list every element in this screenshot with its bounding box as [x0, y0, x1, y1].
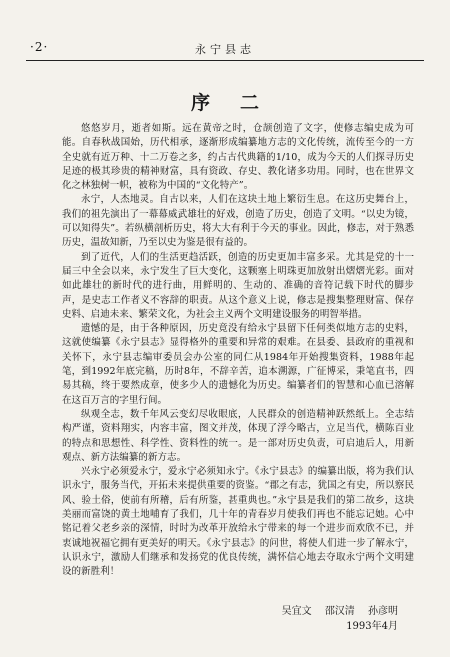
- paragraph: 悠悠岁月，逝者如斯。远在黄帝之时，仓颉创造了文字，使修志编史成为可能。自春秋战国始，历代相承，逐渐形成编纂地方志的文化传统，流传至今的一方全史就有近万种、十二万卷之多，约占古代典籍的1/10，成为今天的人们探寻历史足迹的极其珍贵的精神财富，具有资政、存史、教化诸多功用。同时，也在世界文化之林独树一帜，被称为中国的“文化特产”。: [62, 123, 414, 192]
- running-title: 永宁县志: [195, 43, 255, 56]
- paragraph: 到了近代，人们的生活更趋活跃，创造的历史更加丰富多采。尤其是党的十一届三中全会以来，永宁发生了巨大变化，这颗塞上明珠更加放射出熠熠光彩。面对如此雄壮的新时代的进行曲，用鲜明的、生动的、准确的音符记载下时代的脚步声，是史志工作者义不容辞的职责。从这个意义上说，修志是搜集整理财富、保存史料、启迪未来、繁荣文化，为社会主义两个文明建设服务的明智举措。: [62, 251, 414, 320]
- signature-block: [272, 604, 398, 634]
- paragraph: 永宁，人杰地灵。自古以来，人们在这块土地上繁衍生息。在这历史舞台上，我们的祖先演出了一幕幕威武雄壮的好戏，创造了历史，创造了文明。“以史为镜，可以知得失”。若纵横剖析历史，将大大有利于今天的事业。因此，修志，对于熟悉历史，温故知新，乃至以史为鉴是很有益的。: [62, 194, 414, 249]
- paragraph: 纵观全志，数千年风云变幻尽收眼底，人民群众的创造精神跃然纸上。全志结构严谨，资料翔实，内容丰富，图文并茂，体现了浮今略古，立足当代，横陈百业的特点和思想性、科学性、资料性的统一。是一部对历史负责，可启迪后人，用新观点、新方法编纂的新方志。: [62, 408, 414, 463]
- signatory-names: [272, 604, 398, 619]
- preface-body: [62, 122, 414, 580]
- signature-date: 1993年4月: [346, 621, 398, 632]
- signatory-name: 孙彦明: [368, 606, 398, 617]
- paragraph: 兴永宁必须爱永宁，爱永宁必须知永宁。《永宁县志》的编纂出版，将为我们认识永宁，服务当代，开拓未来提供重要的资鉴。“郡之有志，犹国之有史，所以察民风、验土俗，使前有所稽，后有所鉴，甚重典也。”永宁县是我们的第二故乡，这块美丽而富饶的黄土地哺育了我们，几十年的青春岁月使我们再也不能忘记她。心中铭记着父老乡亲的深情，时时为改革开放给永宁带来的每一个进步而欢欣不已，并衷诚地祝福它拥有更美好的明天。《永宁县志》的问世，将使人们进一步了解永宁，认识永宁，激励人们继承和发扬党的优良传统，满怀信心地去夺取永宁两个文明建设的新胜利！: [62, 466, 414, 578]
- signatory-name: 邵汉清: [324, 606, 355, 617]
- preface-title: 序二: [190, 92, 289, 114]
- page-number: ·2·: [30, 40, 49, 54]
- signatory-name: 吴宜文: [281, 606, 312, 617]
- paragraph: 遗憾的是，由于各种原因，历史竟没有给永宁县留下任何类似地方志的史料，这就使编纂《永宁县志》显得格外的重要和异常的艰难。在县委、县政府的重视和关怀下，永宁县志编审委员会办公室的同仁从1984年开始搜集资料，1988年起笔，到1992年底完稿，历时8年，不辞辛苦，追本溯源，广征博采，秉笔直书，四易其稿，终于要然成章，使多少人的遗憾化为历史。编纂者们的智慧和心血已溶解在这百万言的字里行间。: [62, 323, 414, 406]
- running-header: [26, 38, 424, 61]
